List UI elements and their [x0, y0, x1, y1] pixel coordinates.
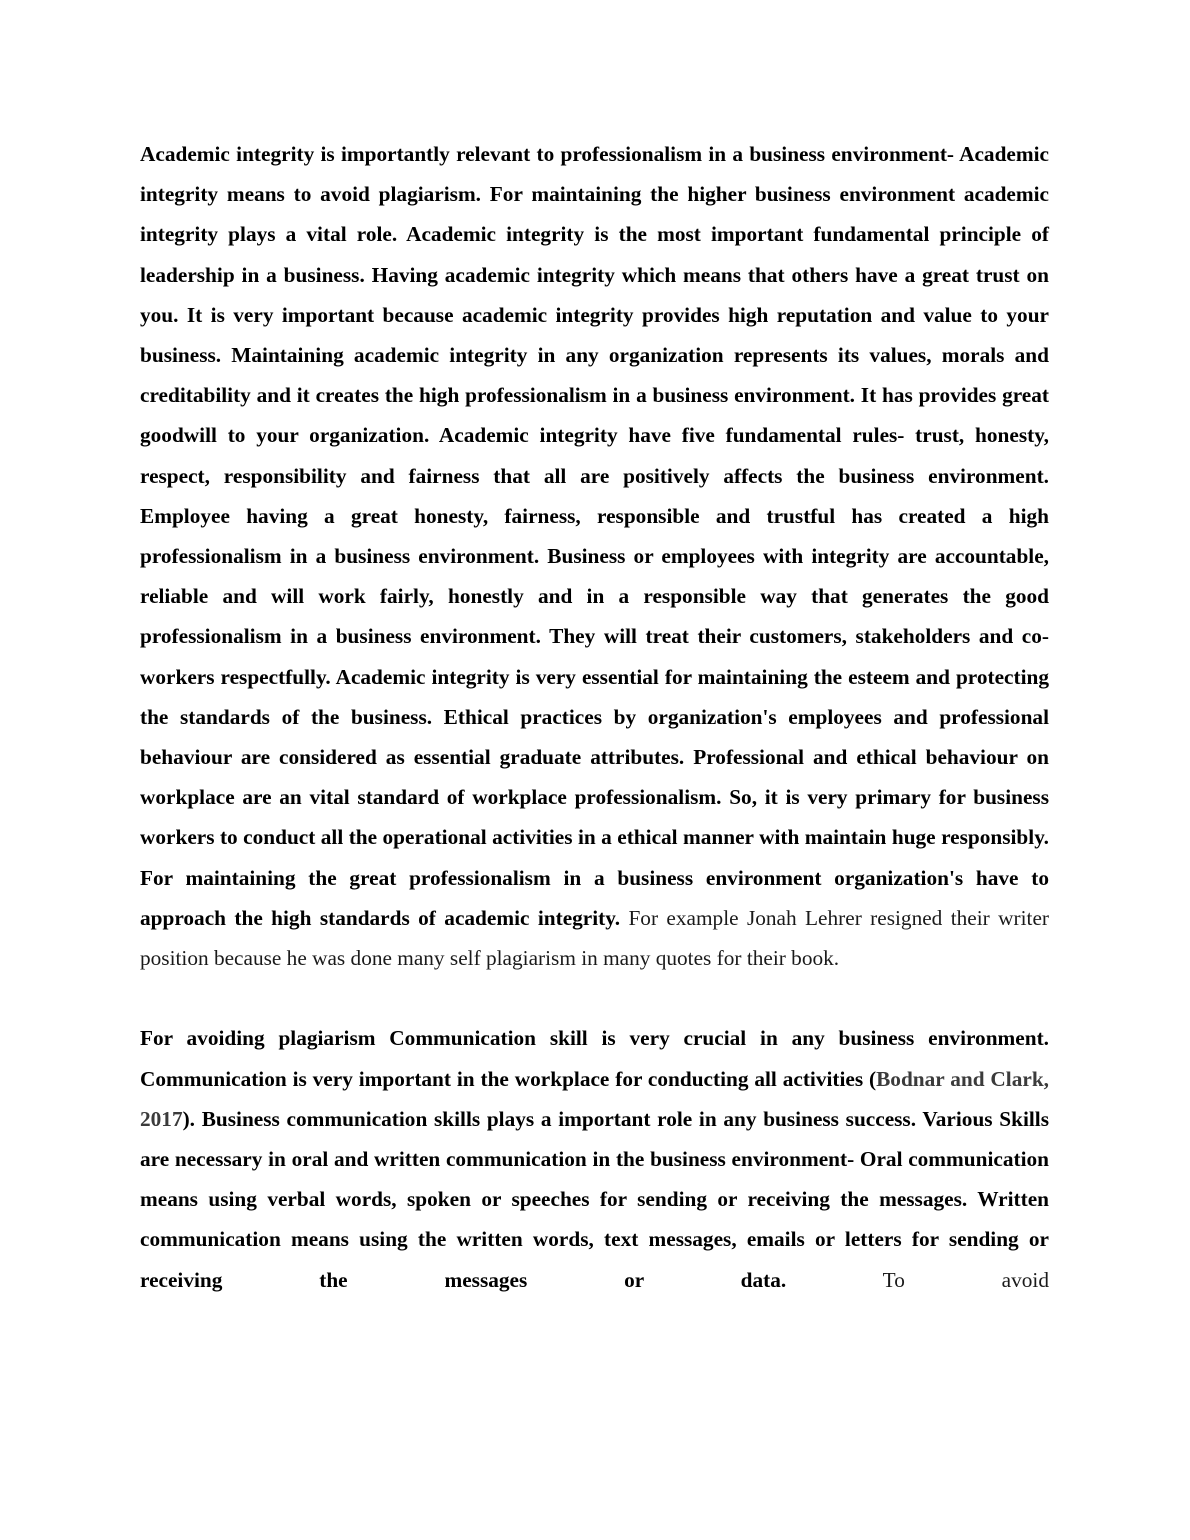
paragraph-normal-text: To avoid	[786, 1267, 1049, 1292]
paragraph-normal-text: For example Jonah Lehrer resigned their writer position because he was done many self plagiarism in many quotes for their book.	[140, 905, 1049, 971]
document-body	[140, 134, 1049, 1300]
paragraph-bold-text-end: ). Business communication skills plays a important role in any business success. Various Skills are necessary in oral and written communication in the business environment- Oral communication means using verbal words, spoken or speeches for sending or receiving the messages. Written communication means using the written words, text messages, emails or letters for sending or receiving the messages or data.	[140, 1106, 1049, 1292]
citation: Bodnar and Clark, 2017	[140, 1066, 1049, 1131]
paragraph-academic-integrity	[140, 134, 1049, 978]
paragraph-bold-text: Academic integrity is importantly relevant to professionalism in a business environment- Academic integrity means to avoid plagiarism. For maintaining the higher business environment academic integrity plays a vital role. Academic integrity is the most important fundamental principle of leadership in a business. Having academic integrity which means that others have a great trust on you. It is very important because academic integrity provides high reputation and value to your business. Maintaining academic integrity in any organization represents its values, morals and creditability and it creates the high professionalism in a business environment. It has provides great goodwill to your organization. Academic integrity have five fundamental rules- trust, honesty, respect, responsibility and fairness that all are positively affects the business environment. Employee having a great honesty, fairness, responsible and trustful has created a high professionalism in a business environment. Business or employees with integrity are accountable, reliable and will work fairly, honestly and in a responsible way that generates the good professionalism in a business environment. They will treat their customers, stakeholders and co-workers respectfully. Academic integrity is very essential for maintaining the esteem and protecting the standards of the business. Ethical practices by organization's employees and professional behaviour are considered as essential graduate attributes. Professional and ethical behaviour on workplace are an vital standard of workplace professionalism. So, it is very primary for business workers to conduct all the operational activities in a ethical manner with maintain huge responsibly. For maintaining the great professionalism in a business environment organization's have to approach the high standards of academic integrity.	[140, 142, 1049, 930]
paragraph-bold-text-start: For avoiding plagiarism Communication skill is very crucial in any business environment. Communication is very important in the workplace for conducting all activities (	[140, 1026, 1049, 1091]
paragraph-communication	[140, 1018, 1049, 1299]
